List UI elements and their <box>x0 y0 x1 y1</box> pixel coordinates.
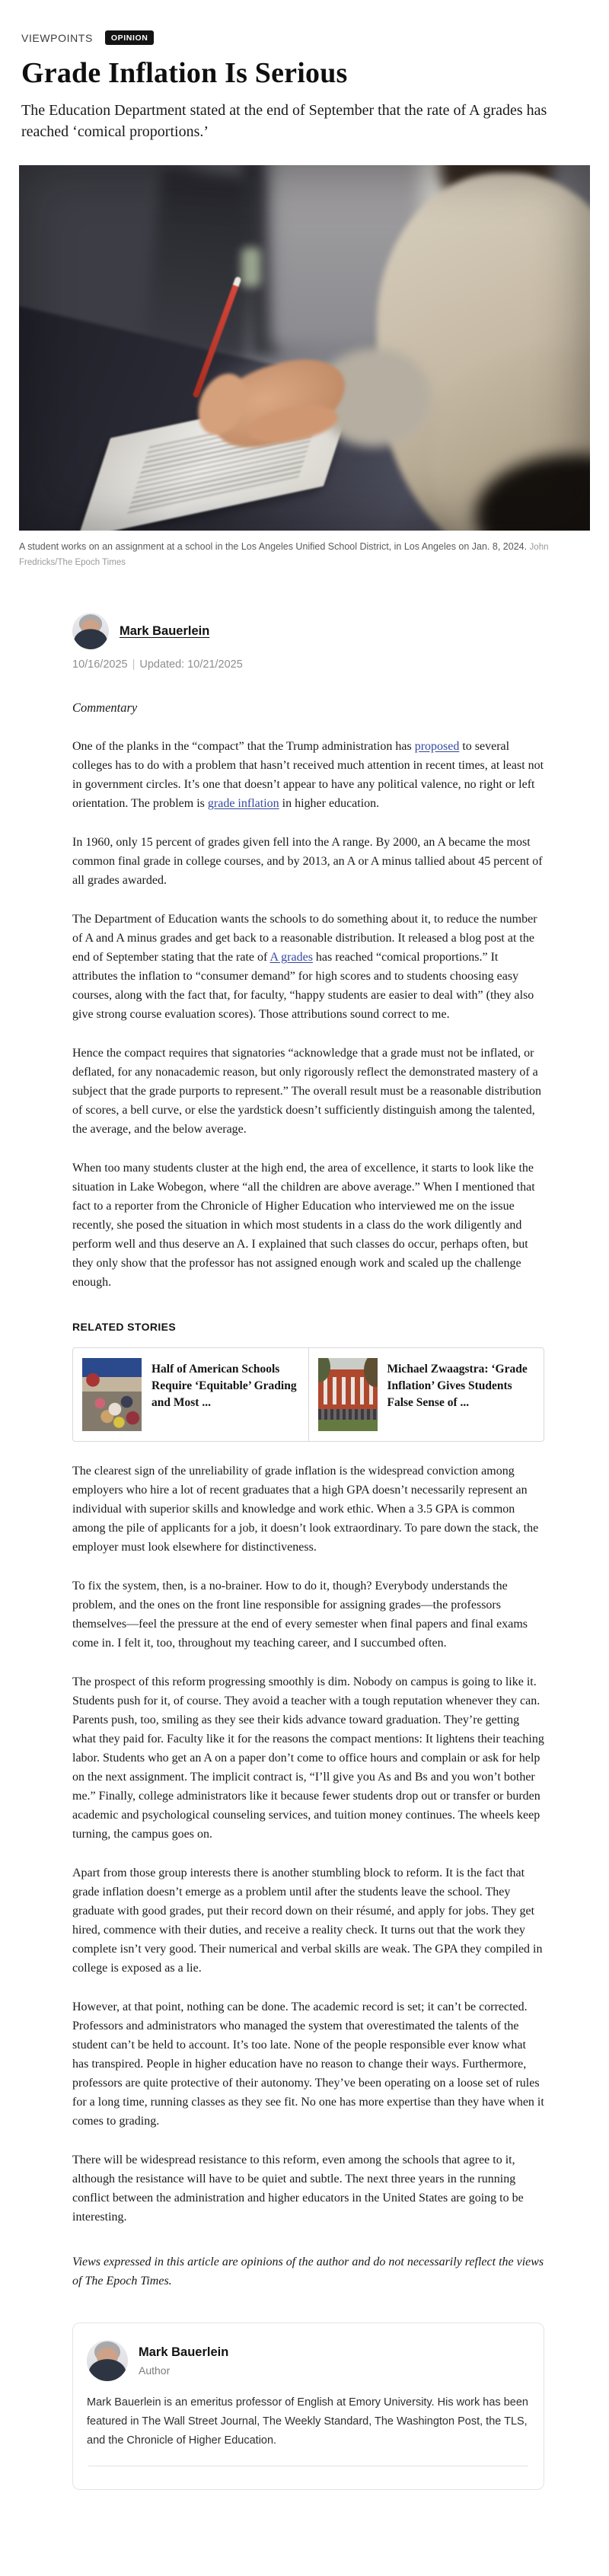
caption-text: A student works on an assignment at a school in the Los Angeles Unified School District, in Los Angeles on Jan. 8, 2024. <box>19 541 530 552</box>
paragraph-text: One of the planks in the “compact” that the Trump administration has <box>72 740 415 753</box>
section-label[interactable]: VIEWPOINTS <box>21 31 93 44</box>
author-avatar[interactable] <box>72 613 109 649</box>
inline-link-proposed[interactable]: proposed <box>414 740 460 753</box>
related-story-card-2[interactable] <box>308 1348 544 1441</box>
inline-link-a-grades[interactable]: A grades <box>269 951 313 964</box>
article-paragraph: Hence the compact requires that signatories “acknowledge that a grade must not be inflated, or deflated, for any nonacademic reason, but only rigorously reflect the demonstrated mastery of a subject that the grade purports to represent.” The overall result must be a reasonable distribution of scores, a bell curve, or else the yardstick doesn’t sufficiently distinguish among the talented, the average, and the below average. <box>72 1047 541 1136</box>
article-paragraph: When too many students cluster at the high end, the area of excellence, it starts to look like the situation in Lake Wobegon, where “all the children are above average.” When I mentioned that fact to a reporter from the Chronicle of Higher Education who interviewed me on the issue recently, she posed the situation in which most students in a class do the work diligently and perform well and thus deserve an A. I explained that such classes do occur, perhaps often, but they only show that the professor has not assigned enough work and scaled up the challenge enough. <box>72 1162 535 1289</box>
related-story-thumbnail-school <box>318 1358 378 1431</box>
caption-credit: John Fredricks/The Epoch Times <box>19 543 549 567</box>
views-disclaimer: Views expressed in this article are opinions of the author and do not necessarily reflect the views of The Epoch Times. <box>72 2256 544 2287</box>
paragraph-text: to several colleges has to do with a problem that hasn’t received much attention in recent times, at least not in government circles. It’s one that doesn’t appear to have any political valence, no right or left orientation. The problem is <box>72 740 544 810</box>
dateline <box>72 658 609 671</box>
article-paragraph: The prospect of this reform progressing smoothly is dim. Nobody on campus is going to like it. Students push for it, of course. They avoid a teacher with a tough reputation whenever they can. Parents push, too, smiling as they see their kids advance toward graduation. They’re getting what they paid for. Faculty like it for the reasons the compact mentions: It lightens their teaching labor. Students who get an A on a paper don’t come to office hours and complain or ask for help on the next assignment. The implicit contract is, “I’ll give you As and Bs and you won’t bother me.” Finally, college administrators like it because fewer students drop out or transfer or burden academic and psychological counseling services, and tuition money continues. The wheels keep turning, the campus goes on. <box>72 1675 544 1841</box>
author-bio-card <box>72 2323 544 2490</box>
related-story-title[interactable]: Michael Zwaagstra: ‘Grade Inflation’ Gives Students False Sense of ... <box>387 1363 528 1409</box>
bio-author-description: Mark Bauerlein is an emeritus professor of English at Emory University. His work has been featured in The Wall Street Journal, The Weekly Standard, The Washington Post, the TLS, and the Chronicle of Higher Education. <box>87 2396 528 2447</box>
article-paragraph: In 1960, only 15 percent of grades given fell into the A range. By 2000, an A became the most common final grade in college courses, and by 2013, an A or A minus tallied about 45 percent of all grades awarded. <box>72 836 543 887</box>
article-paragraph: To fix the system, then, is a no-brainer. How to do it, though? Everybody understands the problem, and the ones on the front line responsible for assigning grades—the professors themselves—feel the pressure at the end of every semester when final papers and final exams come in. I felt it, too, throughout my teaching career, and I succumbed often. <box>72 1580 528 1650</box>
paragraph-text: The Department of Education wants the schools to do something about it, to reduce the number of A and A minus grades and get back to a reasonable distribution. It released a blog post at the end of September stating that the rate of <box>72 913 537 964</box>
article-paragraph: The clearest sign of the unreliability of grade inflation is the widespread conviction among employers who hire a lot of recent graduates that a high GPA doesn’t necessarily represent an individual with superior skills and knowledge and work ethic. When a 3.5 GPA is common among the pile of applicants for a job, it doesn’t look extraordinary. To pare down the stack, the employer must look elsewhere for distinctiveness. <box>72 1465 539 1554</box>
article-paragraph: There will be widespread resistance to this reform, even among the schools that agree to it, although the resistance will have to be quiet and subtle. The next three years in the running conflict between the administration and higher educators in the United States are going to be interesting. <box>72 2154 524 2224</box>
hero-art-vignette <box>19 165 590 531</box>
thumbnail-art-crowd <box>318 1409 378 1419</box>
article-body <box>72 698 544 2291</box>
bio-author-name[interactable]: Mark Bauerlein <box>139 2345 229 2359</box>
related-story-card-1[interactable] <box>73 1348 308 1441</box>
article-paragraph: Apart from those group interests there is another stumbling block to reform. It is the fact that grade inflation doesn’t emerge as a problem until after the students leave the school. They graduate with good grades, put their record down on their résumé, and apply for jobs. They get hired, commence with their duties, and receive a reality check. It turns out that the work they complete isn’t very good. Their numerical and verbal skills are weak. The GPA they compiled in college is exposed as a lie. <box>72 1867 543 1975</box>
related-story-title[interactable]: Half of American Schools Require ‘Equitable’ Grading and Most ... <box>151 1363 297 1409</box>
thumbnail-art-grass <box>318 1420 378 1431</box>
inline-link-grade-inflation[interactable]: grade inflation <box>207 797 279 810</box>
publish-date: 10/16/2025 <box>72 658 128 671</box>
hero-image <box>19 165 590 531</box>
updated-date: Updated: 10/21/2025 <box>139 658 243 671</box>
paragraph-text: in higher education. <box>279 797 380 810</box>
page-title: Grade Inflation Is Serious <box>21 57 348 89</box>
article-subtitle: The Education Department stated at the end of September that the rate of A grades has reached ‘comical proportions.’ <box>21 102 547 140</box>
date-separator: | <box>132 658 136 671</box>
byline <box>72 613 609 671</box>
article-header <box>0 0 609 45</box>
related-stories-heading: RELATED STORIES <box>72 1321 177 1333</box>
article-paragraph <box>72 910 544 1024</box>
author-name-link[interactable]: Mark Bauerlein <box>120 623 210 638</box>
related-story-thumbnail-classroom <box>82 1358 142 1431</box>
opinion-badge: OPINION <box>105 30 155 45</box>
paragraph-text: has reached “comical proportions.” It attributes the inflation to “consumer demand” for high scores and to students choosing easy courses, along with the fact that, for faculty, “happy students are easier to deal with” (they also give strong course evaluation scores). Those attributions sound correct to me. <box>72 951 534 1021</box>
article-paragraph: However, at that point, nothing can be done. The academic record is set; it can’t be corrected. Professors and administrators who managed the system that overestimated the talents of the student can’t be held to account. It’s too late. None of the people responsible ever know what has transpired. People in higher education have no reason to change their ways. Furthermore, professors are quite protective of their autonomy. They’ve been operating on a loose set of rules for a long time, running classes as they see fit. No one has more expertise than they have when it comes to grading. <box>72 2001 544 2128</box>
related-stories-box <box>72 1347 544 1442</box>
bio-author-role: Author <box>139 2364 171 2377</box>
commentary-kicker: Commentary <box>72 700 138 715</box>
image-caption <box>0 531 609 570</box>
article-paragraph <box>72 737 544 813</box>
bio-author-avatar[interactable] <box>87 2340 128 2381</box>
